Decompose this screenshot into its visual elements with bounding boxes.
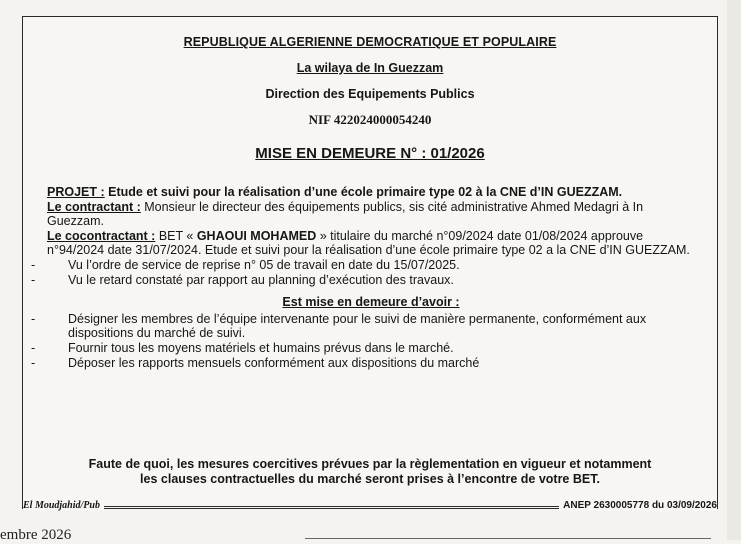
page-edge [727,0,741,540]
vu-item-text: Vu l’ordre de service de reprise n° 05 de travail en date du 15/07/2025. [68,257,460,272]
obligation-text: Fournir tous les moyens matériels et humains prévus dans le marché. [68,340,454,355]
notice-title: MISE EN DEMEURE N° : 01/2026 [255,145,485,162]
cocontractant-name: GHAOUI MOHAMED [196,228,317,243]
footer-line-2: les clauses contractuelles du marché seront prises à l’encontre de votre BET. [140,472,600,486]
obligation-item: - Fournir tous les moyens matériels et humains prévus dans le marché. [31,340,454,355]
footer-line-1: Faute de quoi, les mesures coercitives prévues par la règlementation en vigueur et notamment [88,457,652,471]
obligation-item: - Déposer les rapports mensuels conformément aux dispositions du marché [31,355,480,370]
cocontractant-label: Le cocontractant : [47,228,156,243]
notice-footer [43,457,697,487]
direction-heading: Direction des Equipements Publics [265,87,475,101]
obligation-text: Déposer les rapports mensuels conformément aux dispositions du marché [68,355,480,370]
projet-label: PROJET : [47,185,105,199]
contractant-label: Le contractant : [47,199,141,214]
projet-text: Etude et suivi pour la réalisation d’une école primaire type 02 à la CNE d’IN GUEZZAM. [104,185,623,199]
vu-item: - Vu l’ordre de service de reprise n° 05 de travail en date du 15/07/2025. [31,257,460,272]
contractant-paragraph [47,200,695,229]
anep-reference: ANEP 2630005778 du 03/09/2026 [559,500,717,511]
cocontractant-text-b: » titulaire du marché n°09/2024 date 01/08/2024 approuve n°94/2024 date 31/07/2024. Etude et suivi pour la réalisation d’une école primaire type 02 a la CNE d’IN GUEZZAM. [47,228,690,258]
obligation-item: - Désigner les membres de l’équipe intervenante pour le suivi de manière permanente, conformément aux dispositions du marché de suivi. [31,311,647,341]
republic-heading: REPUBLIQUE ALGERIENNE DEMOCRATIQUE ET POPULAIRE [183,35,557,49]
signature-row [23,500,717,514]
projet-paragraph [47,185,695,200]
obligations-subtitle: Est mise en demeure d’avoir : [282,295,460,310]
notice-frame [22,16,718,509]
publisher-credit: El Moudjahid/Pub [23,500,104,511]
obligation-text: Désigner les membres de l’équipe intervenante pour le suivi de manière permanente, conformément aux dispositions du marché de suivi. [68,311,647,341]
contractant-text: Monsieur le directeur des équipements publics, sis cité administrative Ahmed Medagri à In Guezzam. [47,199,644,229]
notice-body [31,185,695,370]
cocontractant-paragraph [47,229,695,258]
page-date-fragment: embre 2026 [0,527,72,543]
page-rule [305,538,711,539]
wilaya-heading: La wilaya de In Guezzam [296,61,444,75]
vu-item: - Vu le retard constaté par rapport au planning d’exécution des travaux. [31,272,454,287]
cocontractant-text-a: BET « [155,228,197,243]
vu-item-text: Vu le retard constaté par rapport au planning d’exécution des travaux. [68,272,454,287]
nif-heading: NIF 422024000054240 [308,112,432,127]
